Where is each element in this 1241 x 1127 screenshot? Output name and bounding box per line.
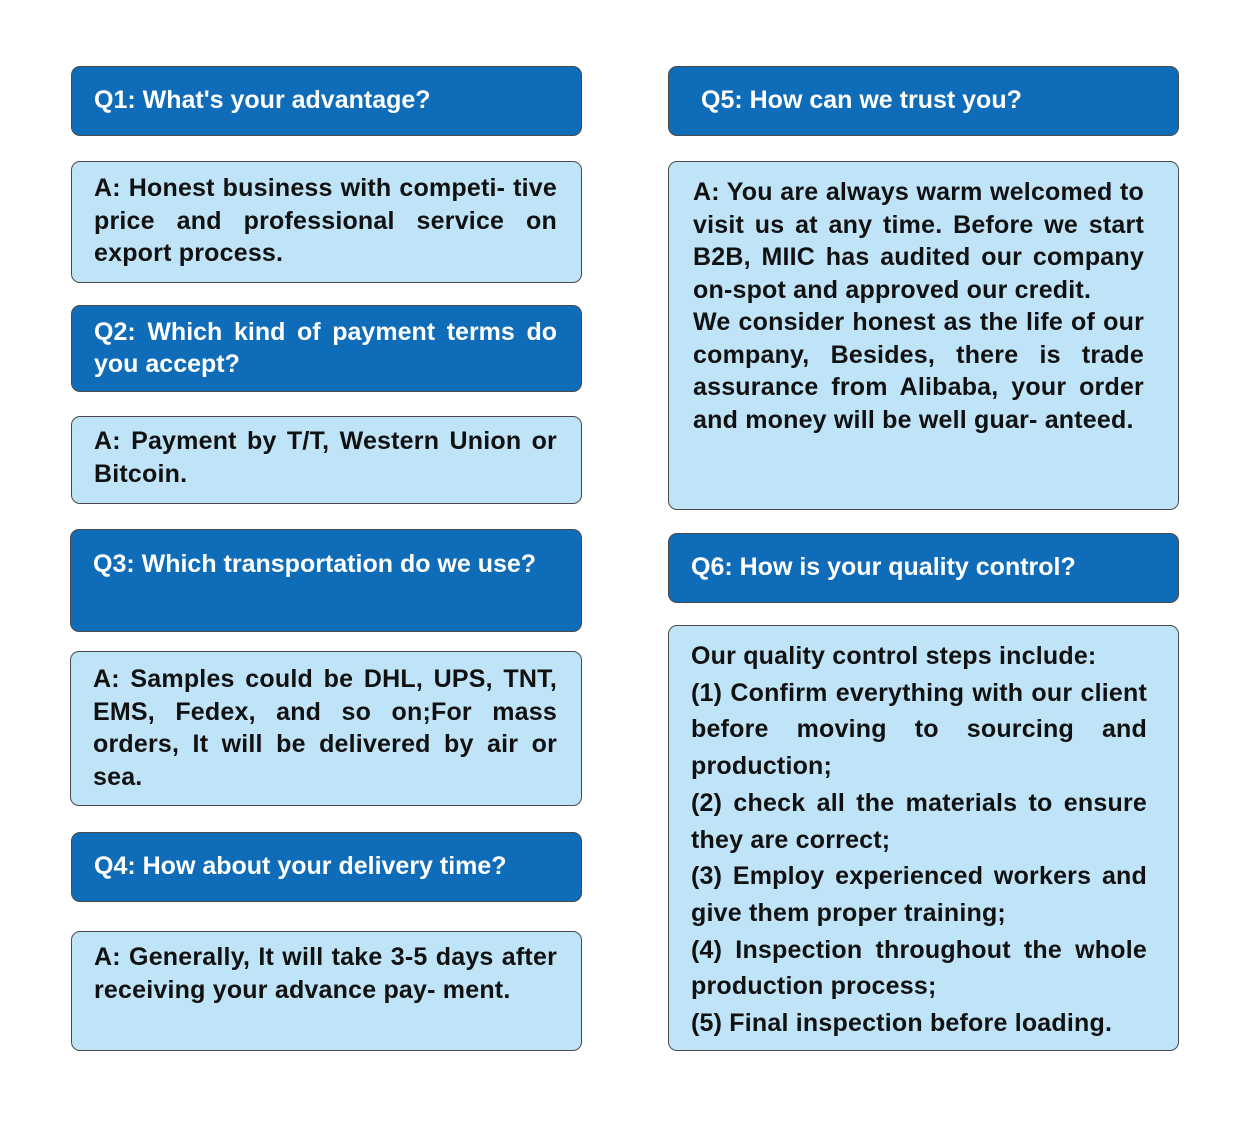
quality-step: (1) Confirm everything with our client before moving to sourcing and production; (691, 678, 1147, 781)
answer-box-a3 (70, 651, 582, 806)
answer-text: A: Payment by T/T, Western Union or Bitcoin. (94, 427, 557, 488)
answer-box-a5 (668, 161, 1179, 510)
question-box-q4 (71, 832, 582, 902)
answer-text: A: Samples could be DHL, UPS, TNT, EMS, Fedex, and so on;For mass orders, It will be delivered by air or sea. (93, 665, 557, 791)
quality-step: (4) Inspection throughout the whole production process; (691, 935, 1147, 1001)
answer-paragraph: We consider honest as the life of our company, Besides, there is trade assurance from Alibaba, your order and money will be well guar- anteed. (693, 308, 1144, 434)
question-box-q3 (70, 529, 582, 632)
question-box-q6 (668, 533, 1179, 603)
question-box-q1 (71, 66, 582, 136)
quality-step: (5) Final inspection before loading. (691, 1009, 1113, 1038)
answer-paragraph: A: You are always warm welcomed to visit us at any time. Before we start B2B, MIIC has audited our company on-spot and approved our credit. (693, 178, 1144, 304)
question-text: Q4: How about your delivery time? (94, 852, 507, 880)
question-text: Q5: How can we trust you? (701, 86, 1022, 114)
question-box-q5 (668, 66, 1179, 136)
answer-box-a1 (71, 161, 582, 283)
question-text: Q1: What's your advantage? (94, 86, 431, 114)
quality-intro: Our quality control steps include: (691, 642, 1097, 670)
answer-box-a4 (71, 931, 582, 1051)
quality-step: (3) Employ experienced workers and give them proper training; (691, 862, 1147, 927)
answer-text: A: Generally, It will take 3-5 days after receiving your advance pay- ment. (94, 943, 557, 1004)
question-text: Q6: How is your quality control? (691, 553, 1076, 581)
quality-step: (2) check all the materials to ensure they are correct; (691, 788, 1147, 854)
answer-box-a2 (71, 416, 582, 504)
answer-text: A: Honest business with competi- tive price and professional service on export process. (94, 174, 557, 267)
question-text: Q2: Which kind of payment terms do you accept? (94, 318, 557, 378)
question-box-q2 (71, 305, 582, 392)
answer-box-a6 (668, 625, 1179, 1051)
question-text: Q3: Which transportation do we use? (93, 550, 537, 578)
